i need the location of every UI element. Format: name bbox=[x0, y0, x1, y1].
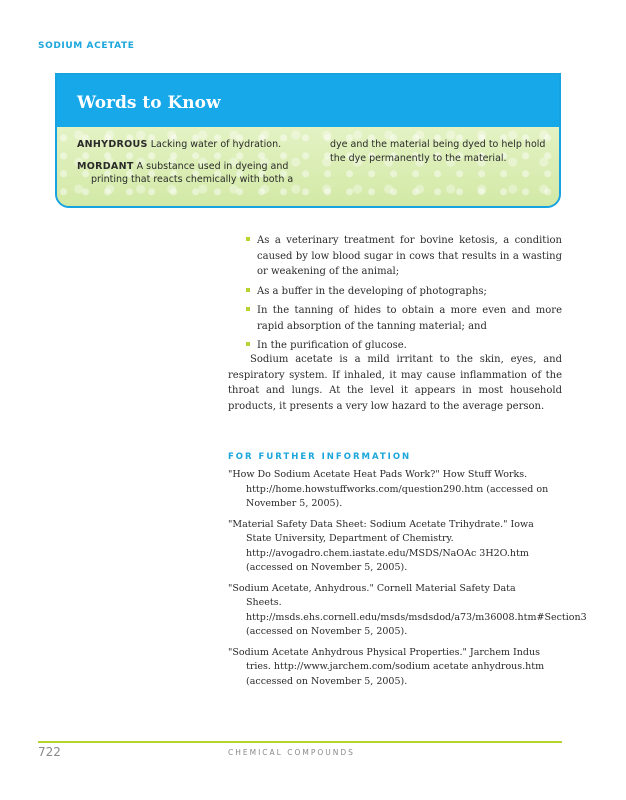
further-info-heading: FOR FURTHER INFORMATION bbox=[228, 452, 412, 462]
reference-title: "How Do Sodium Acetate Heat Pads Work?" How Stuff Works. bbox=[228, 469, 528, 480]
glossary-entry-anhydrous bbox=[77, 138, 309, 152]
reference-details: http://home.howstuffworks.com/question290.htm (accessed on November 5, 2005). bbox=[246, 483, 549, 509]
reference-item bbox=[228, 646, 562, 690]
reference-title: "Sodium Acetate Anhydrous Physical Properties." Jarchem Indus bbox=[228, 646, 540, 658]
glossary-term: MORDANT bbox=[77, 160, 134, 172]
bullet-icon bbox=[246, 307, 250, 311]
words-to-know-box bbox=[55, 73, 561, 208]
bullet-icon bbox=[246, 342, 250, 346]
glossary-column-left bbox=[77, 138, 309, 195]
list-item: In the tanning of hides to obtain a more even and more rapid absorption of the tanning material; and bbox=[246, 303, 562, 334]
reference-item bbox=[228, 582, 587, 640]
reference-details: State University, Department of Chemistry. http://avogadro.chem.iastate.edu/MSDS/NaOAc 3H2O.htm (accessed on November 5, 2005). bbox=[246, 533, 529, 573]
glossary-entry-mordant bbox=[77, 160, 309, 187]
list-item: As a buffer in the developing of photographs; bbox=[246, 284, 562, 300]
words-to-know-header bbox=[57, 75, 559, 127]
footer-divider bbox=[38, 741, 562, 743]
running-head: SODIUM ACETATE bbox=[38, 41, 135, 51]
words-to-know-title: Words to Know bbox=[77, 93, 221, 113]
glossary-definition: Lacking water of hydration. bbox=[150, 139, 282, 150]
glossary-term: ANHYDROUS bbox=[77, 139, 148, 150]
list-item: As a veterinary treatment for bovine ketosis, a condition caused by low blood sugar in cows that results in a wasting or weakening of the animal; bbox=[246, 233, 562, 280]
glossary-definition-cont2: dye and the material being dyed to help hold the dye permanently to the material. bbox=[330, 139, 546, 164]
reference-item bbox=[228, 518, 562, 576]
words-to-know-body bbox=[57, 127, 559, 206]
glossary-column-right bbox=[330, 138, 561, 165]
uses-list bbox=[246, 233, 562, 358]
reference-details: Sheets. http://msds.ehs.cornell.edu/msds/msdsdod/a73/m36008.htm#Section3 (accessed on November 5, 2005). bbox=[246, 597, 587, 637]
bullet-icon bbox=[246, 237, 250, 241]
reference-title: "Sodium Acetate, Anhydrous." Cornell Material Safety Data bbox=[228, 582, 516, 594]
glossary-definition-cont: printing that reacts chemically with both a bbox=[91, 174, 294, 185]
page-number: 722 bbox=[38, 745, 61, 759]
body-paragraph: Sodium acetate is a mild irritant to the skin, eyes, and respiratory system. If inhaled, it may cause inflammation of the throat and lungs. At the level it appears in most household products, it presents a very low hazard to the average person. bbox=[228, 354, 562, 412]
bullet-icon bbox=[246, 288, 250, 292]
footer-book-title: CHEMICAL COMPOUNDS bbox=[228, 748, 355, 757]
glossary-definition: A substance used in dyeing and bbox=[136, 160, 289, 172]
references-list bbox=[228, 468, 587, 695]
reference-item bbox=[228, 468, 562, 512]
reference-details: tries. http://www.jarchem.com/sodium acetate anhydrous.htm (accessed on November 5, 2005). bbox=[246, 661, 545, 687]
reference-title: "Material Safety Data Sheet: Sodium Acetate Trihydrate." Iowa bbox=[228, 518, 534, 530]
list-item: In the purification of glucose. bbox=[246, 338, 562, 354]
